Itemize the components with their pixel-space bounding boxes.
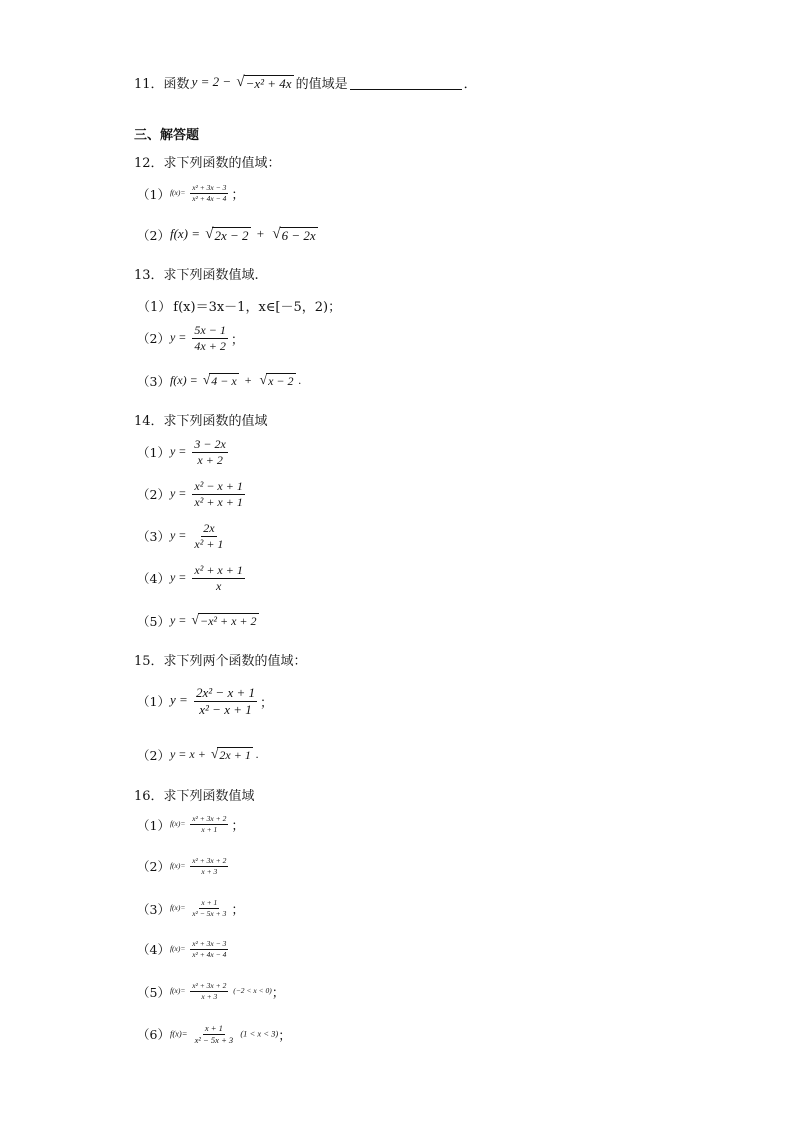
question-16-item-3: （3） f(x)= $\frac{x + 1}{\text{x² − 5x + 3}}$ ； bbox=[137, 898, 245, 918]
question-11-suffix: 的值域是 bbox=[295, 77, 348, 92]
answer-blank bbox=[350, 75, 462, 90]
section-title: 三、解答题 bbox=[134, 128, 200, 143]
question-14-item-3: （3） y = $\frac{2x}{\text{x² + 1}}$ bbox=[137, 521, 224, 551]
question-14-item-2: （2） y = $\frac{\text{x² − x + 1}}{\text{x² + x + 1}}$ bbox=[137, 479, 243, 509]
question-15-title: 15．求下列两个函数的值域： bbox=[134, 654, 307, 669]
question-14-title: 14．求下列函数的值域 bbox=[134, 414, 268, 429]
question-11-prefix: 函数 bbox=[163, 77, 190, 92]
question-14-item-4: （4） y = $\frac{\text{x² + x + 1}}{x}$ bbox=[137, 563, 243, 593]
question-13-title: 13．求下列函数值域. bbox=[134, 268, 259, 283]
question-16-item-5: （5） f(x)= $\frac{\text{x² + 3x + 2}}{x + 3}$ (−2 < x < 0) ； bbox=[137, 981, 285, 1001]
question-12-item-1: （1） f(x)= $\frac{\text{x² + 3x − 3}}{\text{x² + 4x − 4}}$ ； bbox=[137, 183, 245, 203]
question-11-number: 11． bbox=[134, 77, 164, 92]
question-16-item-6: （6） f(x)= $\frac{x + 1}{\text{x² − 5x + 3}}$ (1 < x < 3) ； bbox=[137, 1023, 292, 1045]
question-11: 11． 函数 y = 2 − √ −x² + 4x 的值域是 ． bbox=[134, 73, 477, 92]
question-13-item-2: （2） y = $\frac{5x - 1}{4x + 2}$ ； bbox=[137, 323, 244, 353]
question-13-item-1: （1） f(x)＝3x－1，x∈[－5，2)； bbox=[137, 300, 342, 315]
question-11-formula: y = 2 − √ −x² + 4x bbox=[191, 73, 292, 91]
question-12-item-2: （2） f(x) = √ 2x − 2 + √ 6 − 2x bbox=[137, 226, 316, 244]
question-16-item-2: （2） f(x)= $\frac{\text{x² + 3x + 2}}{x + 3}$ bbox=[137, 856, 227, 876]
question-12-title: 12．求下列函数的值域： bbox=[134, 156, 281, 171]
question-15-item-1: （1） y = $\frac{\text{2x² − x + 1}}{\text{x² − x + 1}}$ ； bbox=[137, 685, 273, 717]
question-14-item-5: （5） y = √ −x² + x + 2 bbox=[137, 612, 257, 629]
question-16-item-4: （4） f(x)= $\frac{\text{x² + 3x − 3}}{\text{x² + 4x − 4}}$ bbox=[137, 939, 227, 959]
question-15-item-2: （2） y = x + √ 2x + 1 . bbox=[137, 746, 259, 763]
question-16-title: 16．求下列函数值域 bbox=[134, 789, 255, 804]
question-14-item-1: （1） y = $\frac{3 - 2x}{x + 2}$ bbox=[137, 437, 226, 467]
question-16-item-1: （1） f(x)= $\frac{\text{x² + 3x + 2}}{x + 1}$ ； bbox=[137, 814, 245, 834]
question-13-item-3: （3） f(x) = √ 4 − x + √ x − 2 . bbox=[137, 372, 302, 389]
